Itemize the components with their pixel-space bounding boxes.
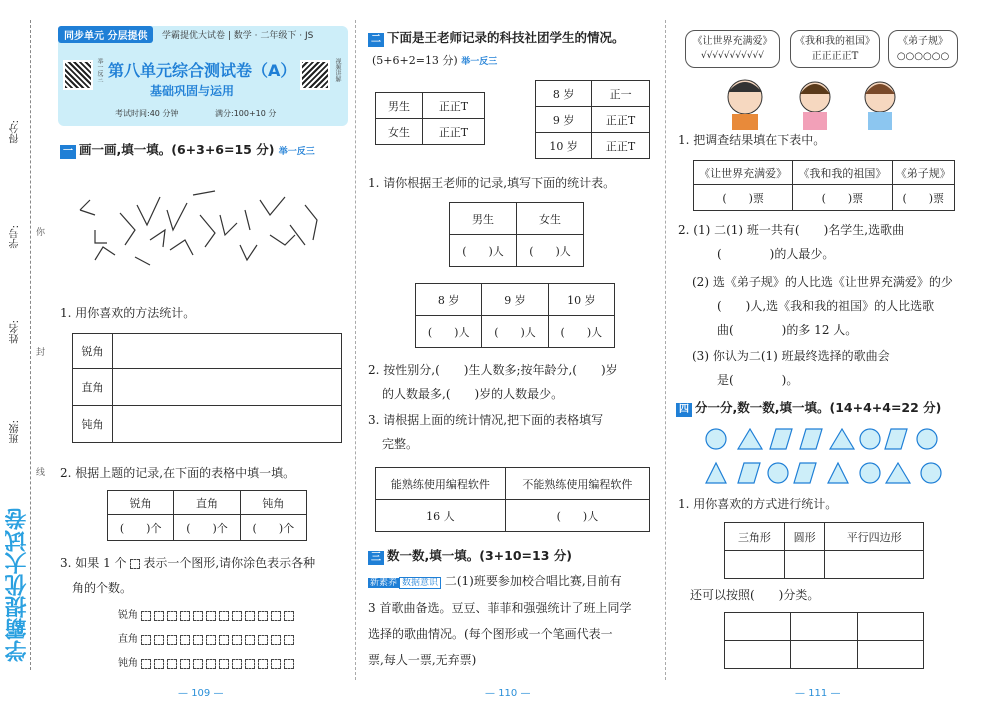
answer-cell[interactable]: ( )个	[240, 515, 306, 541]
page-number-110: — 110 —	[485, 688, 531, 699]
vote-table	[693, 160, 955, 211]
right-q1: 1. 把调查结果填在下表中。	[678, 133, 826, 147]
header-cell: 直角	[174, 491, 240, 515]
row-label: 钝角	[73, 406, 113, 443]
s2-q2-cont: 的人数最多,( )岁的人数最少。	[382, 387, 564, 401]
header-cell: 9 岁	[482, 284, 548, 316]
cell: 8 岁	[536, 81, 592, 107]
skill-table	[375, 467, 650, 532]
answer-cell[interactable]	[857, 613, 923, 641]
s2-q3: 3. 请根据上面的统计情况,把下面的表格填写	[368, 413, 604, 427]
fold-char-2: 封	[36, 348, 46, 358]
page-title: 第八单元综合测试卷（A）	[108, 61, 297, 80]
qr-left-label: 举一反三	[96, 58, 103, 82]
bubble-song-1: 《让世界充满爱》 √√√√√√√√√√√	[685, 30, 780, 68]
student-no-label: 学号:	[10, 225, 21, 249]
header-cell: 钝角	[240, 491, 306, 515]
class-label: 班级:	[10, 420, 21, 444]
full-score: 满分:100+10 分	[215, 109, 277, 118]
header-cell: 《弟子规》	[892, 161, 954, 185]
answer-cell[interactable]	[784, 551, 825, 579]
answer-cell[interactable]	[857, 641, 923, 669]
score-label: 得分:	[10, 120, 21, 144]
answer-cell[interactable]: ( )人	[505, 500, 649, 532]
s2-score: (5+6+2=13 分) 举一反三	[372, 54, 498, 67]
answer-cell[interactable]	[791, 641, 857, 669]
header-cell: 《让世界充满爱》	[694, 161, 793, 185]
page-number-111: — 111 —	[795, 688, 841, 699]
answer-cell[interactable]	[725, 641, 791, 669]
gender-stat-table	[449, 202, 584, 267]
answer-cell[interactable]: ( )票	[694, 185, 793, 211]
left-sidebar	[0, 0, 48, 711]
answer-cell[interactable]	[825, 551, 924, 579]
column-divider	[355, 20, 356, 680]
right-q2-2: (2) 选《弟子规》的人比选《让世界充满爱》的少	[692, 275, 953, 289]
s4-also: 还可以按照( )分类。	[690, 588, 820, 602]
s3-paragraph-2: 3 首歌曲备选。豆豆、菲菲和强强统计了班上同学	[368, 601, 632, 615]
header-cell: 男生	[450, 203, 517, 235]
cell: 正正T	[592, 107, 650, 133]
unit-tag: 同步单元 分层提供	[58, 26, 153, 43]
answer-cell[interactable]: ( )票	[892, 185, 954, 211]
cell: 女生	[376, 119, 423, 145]
column-divider	[665, 20, 666, 680]
header-cell: 平行四边形	[825, 523, 924, 551]
page-subtitle: 基础巩固与运用	[150, 84, 235, 98]
answer-cell[interactable]: ( )人	[548, 316, 614, 348]
s2-q2: 2. 按性别分,( )生人数多;按年龄分,( )岁	[368, 363, 618, 377]
right-q2-2-cont: ( )人,选《我和我的祖国》的人比选歌	[717, 299, 935, 313]
cell: 9 岁	[536, 107, 592, 133]
tally-cell[interactable]	[113, 406, 342, 443]
header-cell: 《我和我的祖国》	[793, 161, 892, 185]
header-cell: 10 岁	[548, 284, 614, 316]
fold-char-1: 你	[36, 228, 46, 238]
grid-cells[interactable]	[141, 610, 297, 621]
page-number-109: — 109 —	[178, 688, 224, 699]
tally-cell[interactable]	[113, 334, 342, 369]
s1-q3-cont: 角的个数。	[72, 581, 133, 595]
answer-cell[interactable]	[725, 551, 785, 579]
right-q2: 2. (1) 二(1) 班一共有( )名学生,选歌曲	[678, 223, 905, 237]
row-label: 锐角	[73, 334, 113, 369]
gender-record-table	[375, 92, 485, 145]
name-label: 姓名:	[10, 320, 21, 344]
answer-cell[interactable]: ( )人	[416, 316, 482, 348]
s1-tally-table	[72, 333, 342, 443]
s4-q1: 1. 用你喜欢的方式进行统计。	[678, 497, 838, 511]
shape-table-2	[724, 612, 924, 669]
cell: 正一	[592, 81, 650, 107]
answer-cell[interactable]: ( )人	[482, 316, 548, 348]
right-q2-cont: ( )的人最少。	[717, 247, 835, 261]
cell: 男生	[376, 93, 423, 119]
section-3-title: 三 数一数,填一填。(3+10=13 分)	[368, 546, 572, 565]
cell: 正正T	[422, 119, 484, 145]
header-cell: 圆形	[784, 523, 825, 551]
qr-left	[63, 60, 93, 90]
children-illustration	[720, 72, 910, 130]
brand-logo: 学霸提优大试卷	[5, 508, 30, 662]
cell: 正正T	[422, 93, 484, 119]
shape-table	[724, 522, 924, 579]
s3-paragraph-3: 选择的歌曲情况。(每个图形或一个笔画代表一	[368, 627, 613, 641]
answer-cell[interactable]: ( )个	[174, 515, 240, 541]
dashed-box-icon	[130, 559, 140, 569]
qr-right-label: 视频讲解	[334, 58, 341, 82]
answer-cell[interactable]	[791, 613, 857, 641]
color-grid: 锐角 直角 钝角	[118, 604, 297, 676]
header-cell: 8 岁	[416, 284, 482, 316]
header-cell: 三角形	[725, 523, 785, 551]
grid-cells[interactable]	[141, 658, 297, 669]
cell: 16 人	[376, 500, 506, 532]
cell: 10 岁	[536, 133, 592, 159]
answer-cell[interactable]	[725, 613, 791, 641]
row-label: 直角	[73, 369, 113, 406]
grid-cells[interactable]	[141, 634, 297, 645]
s1-q2: 2. 根据上题的记录,在下面的表格中填一填。	[60, 466, 296, 480]
right-q2-2-cont2: 曲( )的多 12 人。	[717, 323, 858, 337]
s2-q3-cont: 完整。	[382, 437, 419, 451]
answer-cell[interactable]: ( )人	[517, 235, 584, 267]
s1-q1: 1. 用你喜欢的方法统计。	[60, 306, 196, 320]
right-q2-3-cont: 是( )。	[717, 373, 799, 387]
answer-cell[interactable]: ( )个	[108, 515, 174, 541]
angle-figures	[75, 185, 335, 275]
s1-q3: 3. 如果 1 个 表示一个图形,请你涂色表示各种	[60, 556, 316, 570]
bubble-song-2: 《我和我的祖国》 正正正正T	[790, 30, 880, 68]
age-record-table	[535, 80, 650, 159]
s2-q1: 1. 请你根据王老师的记录,填写下面的统计表。	[368, 176, 616, 190]
s3-paragraph-4: 票,每人一票,无弃票)	[368, 653, 477, 667]
section-4-title: 四 分一分,数一数,填一填。(14+4+4=22 分)	[676, 398, 941, 417]
bubble-song-3: 《弟子规》 ○○○○○○	[888, 30, 958, 68]
section-2-title: 二 下面是王老师记录的科技社团学生的情况。	[368, 28, 625, 47]
fold-char-3: 线	[36, 468, 46, 478]
right-q2-3: (3) 你认为二(1) 班最终选择的歌曲会	[692, 349, 890, 363]
qr-right	[300, 60, 330, 90]
series-name: 学霸提优大试卷 | 数学 · 二年级下 · JS	[162, 31, 314, 41]
s3-paragraph: 新素养 数据意识 二(1)班要参加校合唱比赛,目前有	[370, 574, 622, 588]
header-cell: 锐角	[108, 491, 174, 515]
tally-cell[interactable]	[113, 369, 342, 406]
answer-cell[interactable]: ( )票	[793, 185, 892, 211]
s1-count-table	[107, 490, 307, 541]
header-cell: 能熟练使用编程软件	[376, 468, 506, 500]
literacy-badge: 新素养	[370, 578, 398, 588]
age-stat-table	[415, 283, 615, 348]
answer-cell[interactable]: ( )人	[450, 235, 517, 267]
section-1-title: 一 画一画,填一填。(6+3+6=15 分) 举一反三	[60, 140, 315, 159]
header-cell: 不能熟练使用编程软件	[505, 468, 649, 500]
header-cell: 女生	[517, 203, 584, 235]
data-badge: 数据意识	[399, 577, 441, 589]
exam-time: 考试时间:40 分钟	[115, 109, 179, 118]
cell: 正正T	[592, 133, 650, 159]
shape-set	[705, 428, 945, 490]
